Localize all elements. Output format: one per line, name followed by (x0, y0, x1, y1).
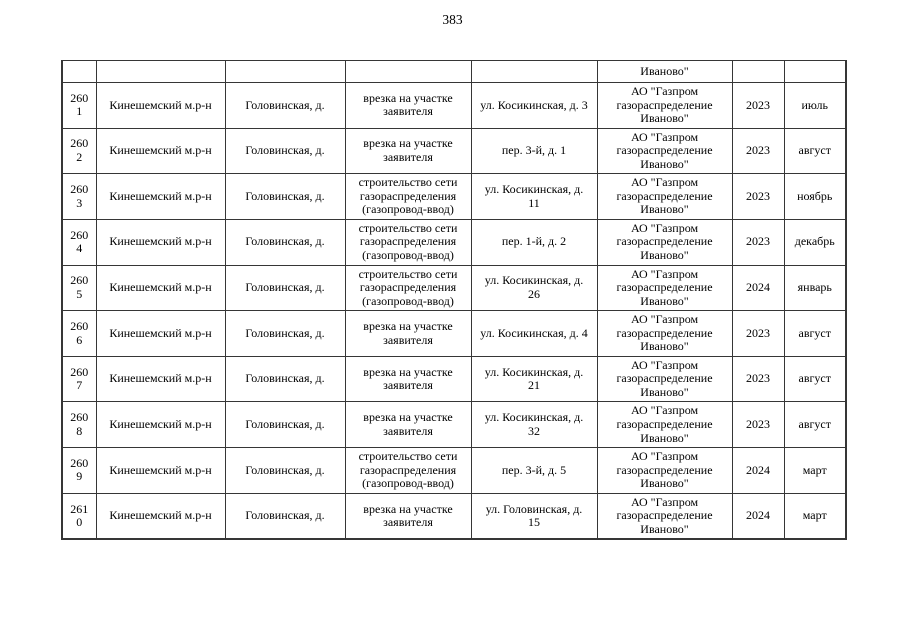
cell-organization: АО "Газпром газораспределение Иваново" (597, 83, 732, 129)
cell-row-number: 2608 (62, 402, 96, 448)
cell-address: пер. 3-й, д. 1 (471, 128, 597, 174)
cell-year: 2024 (732, 265, 784, 311)
cell-month (784, 61, 846, 83)
cell-settlement: Головинская, д. (225, 219, 345, 265)
cell-work-type: строительство сети газораспределения (газопровод-ввод) (345, 174, 471, 220)
table-row (62, 356, 846, 402)
page-number: 383 (442, 12, 463, 27)
cell-work-type: врезка на участке заявителя (345, 83, 471, 129)
cell-organization: АО "Газпром газораспределение Иваново" (597, 448, 732, 494)
cell-district: Кинешемский м.р-н (96, 493, 225, 539)
cell-month: август (784, 356, 846, 402)
cell-month: август (784, 311, 846, 357)
cell-month: август (784, 402, 846, 448)
cell-address: ул. Косикинская, д. 11 (471, 174, 597, 220)
gas-works-table (61, 60, 847, 540)
cell-row-number: 2607 (62, 356, 96, 402)
cell-row-number: 2603 (62, 174, 96, 220)
cell-year: 2023 (732, 356, 784, 402)
cell-work-type: строительство сети газораспределения (газопровод-ввод) (345, 219, 471, 265)
cell-year: 2023 (732, 128, 784, 174)
cell-row-number (62, 61, 96, 83)
cell-organization: АО "Газпром газораспределение Иваново" (597, 128, 732, 174)
cell-month: декабрь (784, 219, 846, 265)
table-row (62, 448, 846, 494)
cell-address: пер. 3-й, д. 5 (471, 448, 597, 494)
table-row (62, 83, 846, 129)
cell-address: ул. Косикинская, д. 21 (471, 356, 597, 402)
cell-work-type: врезка на участке заявителя (345, 402, 471, 448)
table-row (62, 219, 846, 265)
cell-organization: АО "Газпром газораспределение Иваново" (597, 493, 732, 539)
cell-district (96, 61, 225, 83)
cell-row-number: 2609 (62, 448, 96, 494)
cell-year: 2023 (732, 311, 784, 357)
cell-address: ул. Косикинская, д. 26 (471, 265, 597, 311)
cell-row-number: 2601 (62, 83, 96, 129)
cell-district: Кинешемский м.р-н (96, 448, 225, 494)
cell-settlement: Головинская, д. (225, 356, 345, 402)
cell-settlement: Головинская, д. (225, 493, 345, 539)
cell-work-type: врезка на участке заявителя (345, 128, 471, 174)
cell-year: 2024 (732, 448, 784, 494)
cell-row-number: 2606 (62, 311, 96, 357)
cell-organization: АО "Газпром газораспределение Иваново" (597, 265, 732, 311)
cell-year: 2023 (732, 83, 784, 129)
cell-address (471, 61, 597, 83)
cell-address: пер. 1-й, д. 2 (471, 219, 597, 265)
cell-work-type (345, 61, 471, 83)
cell-organization: Иваново" (597, 61, 732, 83)
cell-settlement: Головинская, д. (225, 402, 345, 448)
cell-settlement: Головинская, д. (225, 311, 345, 357)
cell-district: Кинешемский м.р-н (96, 174, 225, 220)
cell-organization: АО "Газпром газораспределение Иваново" (597, 174, 732, 220)
cell-month: ноябрь (784, 174, 846, 220)
cell-row-number: 2602 (62, 128, 96, 174)
cell-month: январь (784, 265, 846, 311)
cell-district: Кинешемский м.р-н (96, 265, 225, 311)
cell-year: 2023 (732, 174, 784, 220)
cell-settlement: Головинская, д. (225, 174, 345, 220)
cell-district: Кинешемский м.р-н (96, 311, 225, 357)
cell-year: 2023 (732, 219, 784, 265)
cell-year: 2023 (732, 402, 784, 448)
cell-organization: АО "Газпром газораспределение Иваново" (597, 311, 732, 357)
table-row (62, 128, 846, 174)
cell-year (732, 61, 784, 83)
cell-work-type: строительство сети газораспределения (газопровод-ввод) (345, 448, 471, 494)
cell-work-type: врезка на участке заявителя (345, 493, 471, 539)
cell-organization: АО "Газпром газораспределение Иваново" (597, 402, 732, 448)
cell-district: Кинешемский м.р-н (96, 219, 225, 265)
cell-settlement: Головинская, д. (225, 265, 345, 311)
cell-work-type: врезка на участке заявителя (345, 356, 471, 402)
cell-month: июль (784, 83, 846, 129)
cell-settlement (225, 61, 345, 83)
cell-address: ул. Косикинская, д. 32 (471, 402, 597, 448)
cell-settlement: Головинская, д. (225, 128, 345, 174)
cell-work-type: врезка на участке заявителя (345, 311, 471, 357)
cell-settlement: Головинская, д. (225, 83, 345, 129)
cell-row-number: 2610 (62, 493, 96, 539)
cell-district: Кинешемский м.р-н (96, 356, 225, 402)
table-row (62, 265, 846, 311)
cell-settlement: Головинская, д. (225, 448, 345, 494)
cell-address: ул. Косикинская, д. 4 (471, 311, 597, 357)
cell-address: ул. Косикинская, д. 3 (471, 83, 597, 129)
cell-row-number: 2605 (62, 265, 96, 311)
table-row (62, 311, 846, 357)
cell-month: март (784, 448, 846, 494)
cell-address: ул. Головинская, д. 15 (471, 493, 597, 539)
cell-work-type: строительство сети газораспределения (газопровод-ввод) (345, 265, 471, 311)
table-row (62, 402, 846, 448)
cell-district: Кинешемский м.р-н (96, 83, 225, 129)
cell-row-number: 2604 (62, 219, 96, 265)
cell-month: март (784, 493, 846, 539)
table-row (62, 493, 846, 539)
cell-organization: АО "Газпром газораспределение Иваново" (597, 219, 732, 265)
table-body (62, 61, 846, 540)
carryover-row (62, 61, 846, 83)
cell-district: Кинешемский м.р-н (96, 402, 225, 448)
cell-month: август (784, 128, 846, 174)
cell-year: 2024 (732, 493, 784, 539)
cell-organization: АО "Газпром газораспределение Иваново" (597, 356, 732, 402)
table-row (62, 174, 846, 220)
cell-district: Кинешемский м.р-н (96, 128, 225, 174)
